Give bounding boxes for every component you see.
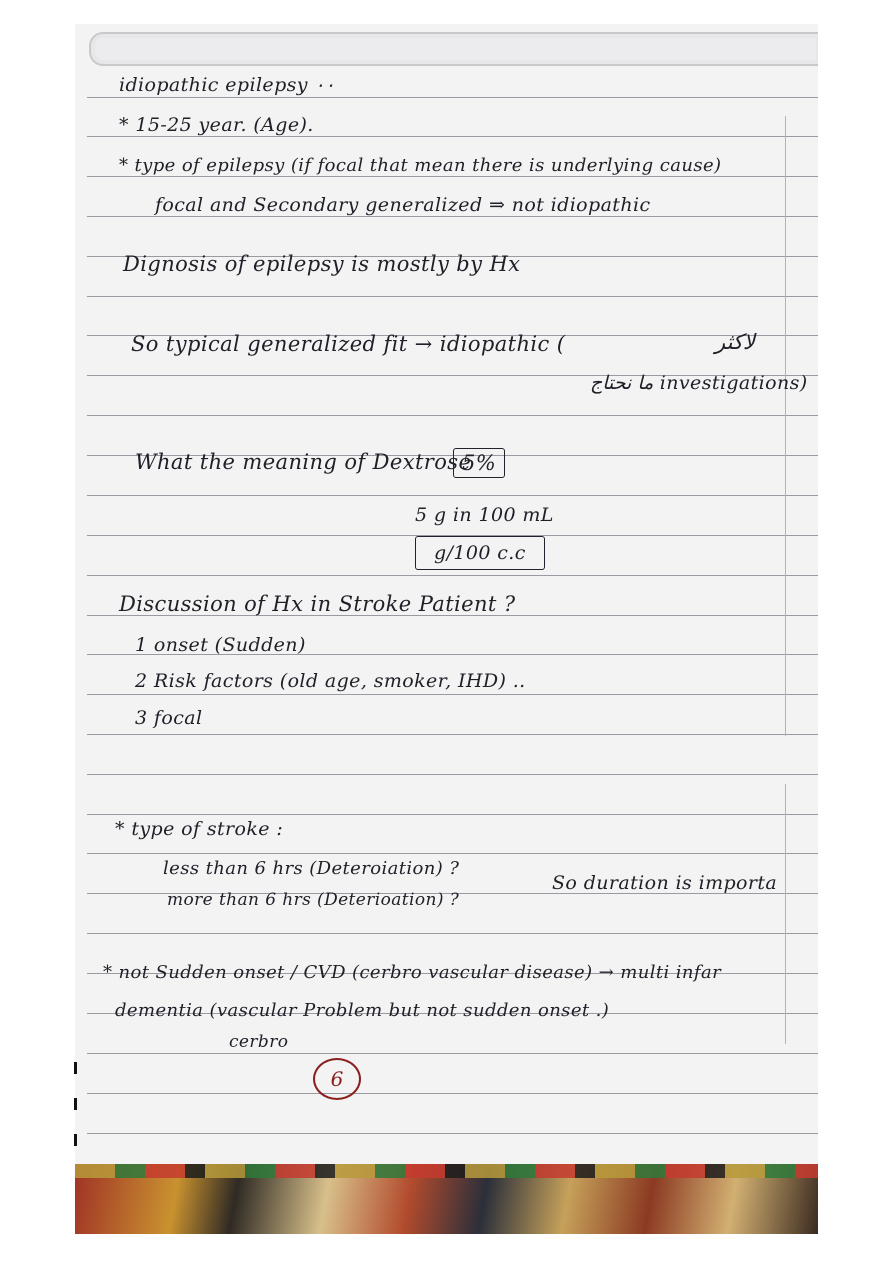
note-line-more-than-6hrs: more than 6 hrs (Deterioation) ? <box>167 890 460 910</box>
ruled-line <box>87 1093 818 1094</box>
note-line-type-of-epilepsy: * type of epilepsy (if focal that mean there is underlying cause) <box>119 155 722 176</box>
note-line-grams-per-ml: 5 g in 100 mL <box>415 504 554 526</box>
grams-per-cc-box <box>415 536 545 570</box>
note-line-type-of-stroke: * type of stroke : <box>115 818 284 840</box>
ruled-line <box>87 853 818 854</box>
note-line-focal-secondary: focal and Secondary generalized ⇒ not idiopathic <box>155 194 651 216</box>
ruled-line <box>87 415 818 416</box>
note-line-arabic-mostly: لاكثر <box>715 330 755 354</box>
background-fabric-stripe <box>75 1164 818 1178</box>
dextrose-percent-label: 5% <box>453 448 505 478</box>
note-line-idiopathic-epilepsy: idiopathic epilepsy ٠٠ <box>119 74 335 96</box>
ruled-line <box>87 774 818 775</box>
note-line-diagnosis: Dignosis of epilepsy is mostly by Hx <box>123 252 521 276</box>
page-number-circle: 6 <box>313 1058 361 1100</box>
ruled-line <box>87 694 818 695</box>
dextrose-percent-box <box>453 448 505 478</box>
binder-hole <box>74 1062 77 1074</box>
ruled-line <box>87 933 818 934</box>
ruled-line <box>87 1133 818 1134</box>
margin-line <box>785 116 786 736</box>
ruled-line <box>87 176 818 177</box>
ruled-line <box>87 136 818 137</box>
ruled-line <box>87 97 818 98</box>
ruled-line <box>87 575 818 576</box>
ruled-line <box>87 495 818 496</box>
ruled-line <box>87 216 818 217</box>
ruled-line <box>87 296 818 297</box>
note-line-investigations: (investigations ما نحتاج <box>590 372 808 394</box>
note-line-duration-important: So duration is importa <box>552 872 778 894</box>
note-line-onset: 1 onset (Sudden) <box>135 634 306 656</box>
ruled-line <box>87 734 818 735</box>
note-line-risk-factors: 2 Risk factors (old age, smoker, IHD) .. <box>135 670 526 692</box>
notebook-page <box>75 24 818 1174</box>
grams-per-cc-label: g/100 c.c <box>415 536 545 570</box>
notebook-top-binding <box>89 32 818 66</box>
note-line-cerbro: cerbro <box>229 1032 289 1052</box>
note-line-not-sudden-onset: * not Sudden onset / CVD (cerbro vascular disease) → multi infar <box>103 962 722 983</box>
ruled-line <box>87 814 818 815</box>
note-line-typical-generalized: So typical generalized fit → idiopathic ( <box>131 332 566 356</box>
margin-line <box>785 784 786 1044</box>
note-line-age: * 15-25 year. (Age). <box>119 114 314 136</box>
note-line-dextrose-question: What the meaning of Dextrose <box>135 450 472 474</box>
note-line-stroke-discussion: Discussion of Hx in Stroke Patient ? <box>119 592 516 616</box>
ruled-line <box>87 1053 818 1054</box>
note-line-less-than-6hrs: less than 6 hrs (Deteroiation) ? <box>163 858 460 879</box>
binder-hole <box>74 1098 77 1110</box>
note-line-focal: 3 focal <box>135 707 203 729</box>
note-line-dementia: dementia (vascular Problem but not sudden onset .) <box>115 1000 610 1021</box>
binder-hole <box>74 1134 77 1146</box>
